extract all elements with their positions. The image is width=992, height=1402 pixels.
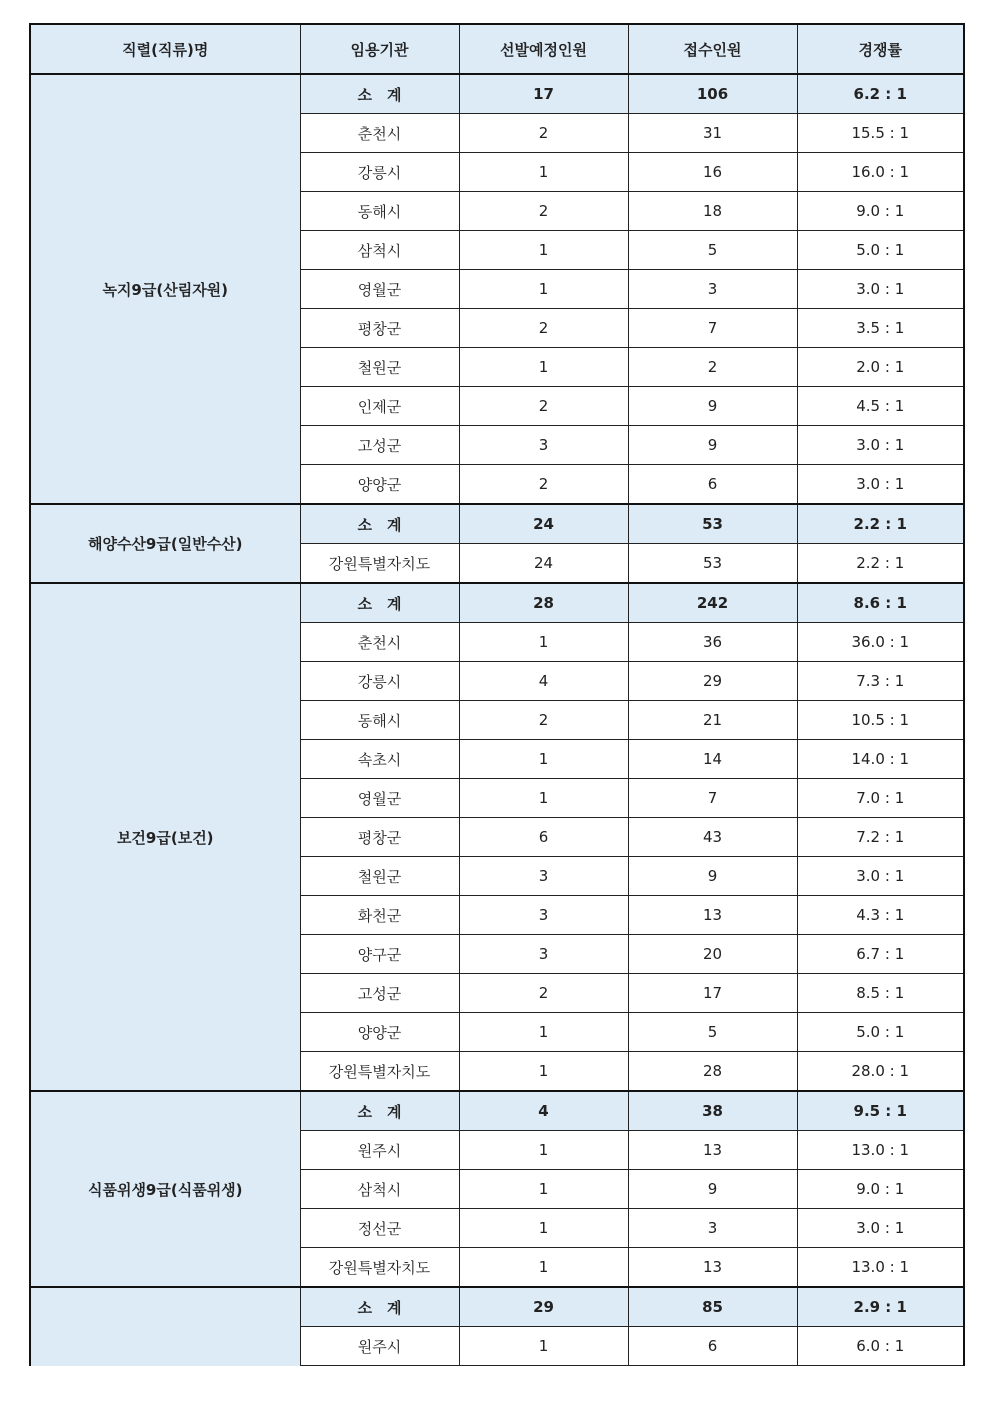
applicant-count-cell: 5 xyxy=(628,231,797,270)
agency-cell: 철원군 xyxy=(300,857,459,896)
competition-ratio-cell: 3.0 : 1 xyxy=(797,1209,964,1248)
applicant-count-cell: 31 xyxy=(628,114,797,153)
planned-count-cell: 2 xyxy=(459,309,628,348)
competition-ratio-cell: 13.0 : 1 xyxy=(797,1248,964,1288)
planned-count-cell: 1 xyxy=(459,779,628,818)
competition-ratio-cell: 6.7 : 1 xyxy=(797,935,964,974)
agency-cell: 정선군 xyxy=(300,1209,459,1248)
agency-cell: 평창군 xyxy=(300,309,459,348)
agency-cell: 소 계 xyxy=(300,504,459,544)
competition-ratio-cell: 9.0 : 1 xyxy=(797,1170,964,1209)
competition-ratio-cell: 7.2 : 1 xyxy=(797,818,964,857)
subtotal-row xyxy=(30,504,964,544)
agency-cell: 동해시 xyxy=(300,192,459,231)
agency-cell: 강원특별자치도 xyxy=(300,544,459,584)
subtotal-row xyxy=(30,74,964,114)
applicant-count-cell: 17 xyxy=(628,974,797,1013)
agency-cell: 양구군 xyxy=(300,935,459,974)
applicant-count-cell: 14 xyxy=(628,740,797,779)
competition-ratio-cell: 13.0 : 1 xyxy=(797,1131,964,1170)
table-header xyxy=(30,24,964,74)
planned-count-cell: 2 xyxy=(459,387,628,426)
planned-count-cell: 2 xyxy=(459,192,628,231)
planned-count-cell: 4 xyxy=(459,1091,628,1131)
competition-ratio-cell: 3.0 : 1 xyxy=(797,857,964,896)
applicant-count-cell: 7 xyxy=(628,779,797,818)
applicant-count-cell: 18 xyxy=(628,192,797,231)
competition-ratio-cell: 9.0 : 1 xyxy=(797,192,964,231)
applicant-count-cell: 3 xyxy=(628,270,797,309)
agency-cell: 동해시 xyxy=(300,701,459,740)
applicant-count-cell: 9 xyxy=(628,426,797,465)
competition-ratio-cell: 10.5 : 1 xyxy=(797,701,964,740)
planned-count-cell: 4 xyxy=(459,662,628,701)
agency-cell: 소 계 xyxy=(300,1287,459,1327)
agency-cell: 강원특별자치도 xyxy=(300,1052,459,1092)
planned-count-cell: 24 xyxy=(459,544,628,584)
planned-count-cell: 1 xyxy=(459,153,628,192)
recruitment-competition-table xyxy=(29,23,965,1366)
agency-cell: 원주시 xyxy=(300,1327,459,1366)
applicant-count-cell: 5 xyxy=(628,1013,797,1052)
competition-ratio-cell: 5.0 : 1 xyxy=(797,231,964,270)
planned-count-cell: 28 xyxy=(459,583,628,623)
job-series-cell: 해양수산9급(일반수산) xyxy=(30,504,300,583)
applicant-count-cell: 21 xyxy=(628,701,797,740)
planned-count-cell: 2 xyxy=(459,974,628,1013)
competition-ratio-cell: 8.5 : 1 xyxy=(797,974,964,1013)
applicant-count-cell: 13 xyxy=(628,1248,797,1288)
job-series-cell: 녹지9급(산림자원) xyxy=(30,74,300,504)
header-job-series: 직렬(직류)명 xyxy=(30,24,300,74)
competition-ratio-cell: 6.2 : 1 xyxy=(797,74,964,114)
competition-ratio-cell: 16.0 : 1 xyxy=(797,153,964,192)
planned-count-cell: 1 xyxy=(459,1131,628,1170)
planned-count-cell: 3 xyxy=(459,935,628,974)
agency-cell: 영월군 xyxy=(300,270,459,309)
planned-count-cell: 2 xyxy=(459,114,628,153)
competition-ratio-cell: 36.0 : 1 xyxy=(797,623,964,662)
applicant-count-cell: 9 xyxy=(628,1170,797,1209)
job-series-cell xyxy=(30,1287,300,1366)
competition-ratio-cell: 15.5 : 1 xyxy=(797,114,964,153)
planned-count-cell: 17 xyxy=(459,74,628,114)
header-row xyxy=(30,24,964,74)
applicant-count-cell: 29 xyxy=(628,662,797,701)
planned-count-cell: 1 xyxy=(459,1052,628,1092)
applicant-count-cell: 9 xyxy=(628,387,797,426)
planned-count-cell: 1 xyxy=(459,623,628,662)
planned-count-cell: 1 xyxy=(459,348,628,387)
competition-ratio-cell: 4.5 : 1 xyxy=(797,387,964,426)
applicant-count-cell: 9 xyxy=(628,857,797,896)
planned-count-cell: 2 xyxy=(459,465,628,505)
agency-cell: 인제군 xyxy=(300,387,459,426)
agency-cell: 소 계 xyxy=(300,1091,459,1131)
applicant-count-cell: 36 xyxy=(628,623,797,662)
competition-ratio-cell: 8.6 : 1 xyxy=(797,583,964,623)
applicant-count-cell: 2 xyxy=(628,348,797,387)
table-body xyxy=(30,74,964,1366)
planned-count-cell: 1 xyxy=(459,740,628,779)
planned-count-cell: 6 xyxy=(459,818,628,857)
planned-count-cell: 3 xyxy=(459,896,628,935)
header-appointing-agency: 임용기관 xyxy=(300,24,459,74)
competition-ratio-cell: 7.3 : 1 xyxy=(797,662,964,701)
planned-count-cell: 24 xyxy=(459,504,628,544)
agency-cell: 원주시 xyxy=(300,1131,459,1170)
competition-ratio-cell: 14.0 : 1 xyxy=(797,740,964,779)
agency-cell: 양양군 xyxy=(300,465,459,505)
competition-ratio-cell: 2.0 : 1 xyxy=(797,348,964,387)
header-applicant-count: 접수인원 xyxy=(628,24,797,74)
agency-cell: 철원군 xyxy=(300,348,459,387)
competition-ratio-cell: 3.0 : 1 xyxy=(797,465,964,505)
job-series-cell: 보건9급(보건) xyxy=(30,583,300,1091)
applicant-count-cell: 242 xyxy=(628,583,797,623)
planned-count-cell: 1 xyxy=(459,1170,628,1209)
competition-ratio-cell: 4.3 : 1 xyxy=(797,896,964,935)
competition-ratio-cell: 5.0 : 1 xyxy=(797,1013,964,1052)
header-competition-ratio: 경쟁률 xyxy=(797,24,964,74)
competition-ratio-cell: 2.9 : 1 xyxy=(797,1287,964,1327)
agency-cell: 강원특별자치도 xyxy=(300,1248,459,1288)
competition-ratio-cell: 7.0 : 1 xyxy=(797,779,964,818)
applicant-count-cell: 20 xyxy=(628,935,797,974)
agency-cell: 강릉시 xyxy=(300,153,459,192)
applicant-count-cell: 6 xyxy=(628,465,797,505)
agency-cell: 삼척시 xyxy=(300,231,459,270)
competition-ratio-cell: 6.0 : 1 xyxy=(797,1327,964,1366)
applicant-count-cell: 6 xyxy=(628,1327,797,1366)
header-planned-count: 선발예정인원 xyxy=(459,24,628,74)
agency-cell: 양양군 xyxy=(300,1013,459,1052)
competition-ratio-cell: 3.5 : 1 xyxy=(797,309,964,348)
applicant-count-cell: 16 xyxy=(628,153,797,192)
job-series-cell: 식품위생9급(식품위생) xyxy=(30,1091,300,1287)
agency-cell: 영월군 xyxy=(300,779,459,818)
agency-cell: 화천군 xyxy=(300,896,459,935)
competition-ratio-cell: 2.2 : 1 xyxy=(797,544,964,584)
planned-count-cell: 1 xyxy=(459,1248,628,1288)
applicant-count-cell: 13 xyxy=(628,896,797,935)
planned-count-cell: 1 xyxy=(459,231,628,270)
applicant-count-cell: 38 xyxy=(628,1091,797,1131)
agency-cell: 소 계 xyxy=(300,74,459,114)
agency-cell: 삼척시 xyxy=(300,1170,459,1209)
applicant-count-cell: 106 xyxy=(628,74,797,114)
applicant-count-cell: 28 xyxy=(628,1052,797,1092)
applicant-count-cell: 13 xyxy=(628,1131,797,1170)
applicant-count-cell: 3 xyxy=(628,1209,797,1248)
agency-cell: 춘천시 xyxy=(300,114,459,153)
agency-cell: 소 계 xyxy=(300,583,459,623)
competition-ratio-cell: 3.0 : 1 xyxy=(797,270,964,309)
planned-count-cell: 1 xyxy=(459,270,628,309)
agency-cell: 고성군 xyxy=(300,426,459,465)
agency-cell: 춘천시 xyxy=(300,623,459,662)
subtotal-row xyxy=(30,583,964,623)
planned-count-cell: 3 xyxy=(459,857,628,896)
planned-count-cell: 2 xyxy=(459,701,628,740)
agency-cell: 강릉시 xyxy=(300,662,459,701)
competition-ratio-cell: 2.2 : 1 xyxy=(797,504,964,544)
planned-count-cell: 1 xyxy=(459,1013,628,1052)
applicant-count-cell: 53 xyxy=(628,504,797,544)
subtotal-row xyxy=(30,1287,964,1327)
applicant-count-cell: 53 xyxy=(628,544,797,584)
applicant-count-cell: 7 xyxy=(628,309,797,348)
applicant-count-cell: 85 xyxy=(628,1287,797,1327)
competition-ratio-cell: 9.5 : 1 xyxy=(797,1091,964,1131)
competition-ratio-cell: 28.0 : 1 xyxy=(797,1052,964,1092)
subtotal-row xyxy=(30,1091,964,1131)
planned-count-cell: 29 xyxy=(459,1287,628,1327)
planned-count-cell: 1 xyxy=(459,1327,628,1366)
applicant-count-cell: 43 xyxy=(628,818,797,857)
agency-cell: 고성군 xyxy=(300,974,459,1013)
planned-count-cell: 3 xyxy=(459,426,628,465)
competition-ratio-cell: 3.0 : 1 xyxy=(797,426,964,465)
agency-cell: 평창군 xyxy=(300,818,459,857)
agency-cell: 속초시 xyxy=(300,740,459,779)
planned-count-cell: 1 xyxy=(459,1209,628,1248)
